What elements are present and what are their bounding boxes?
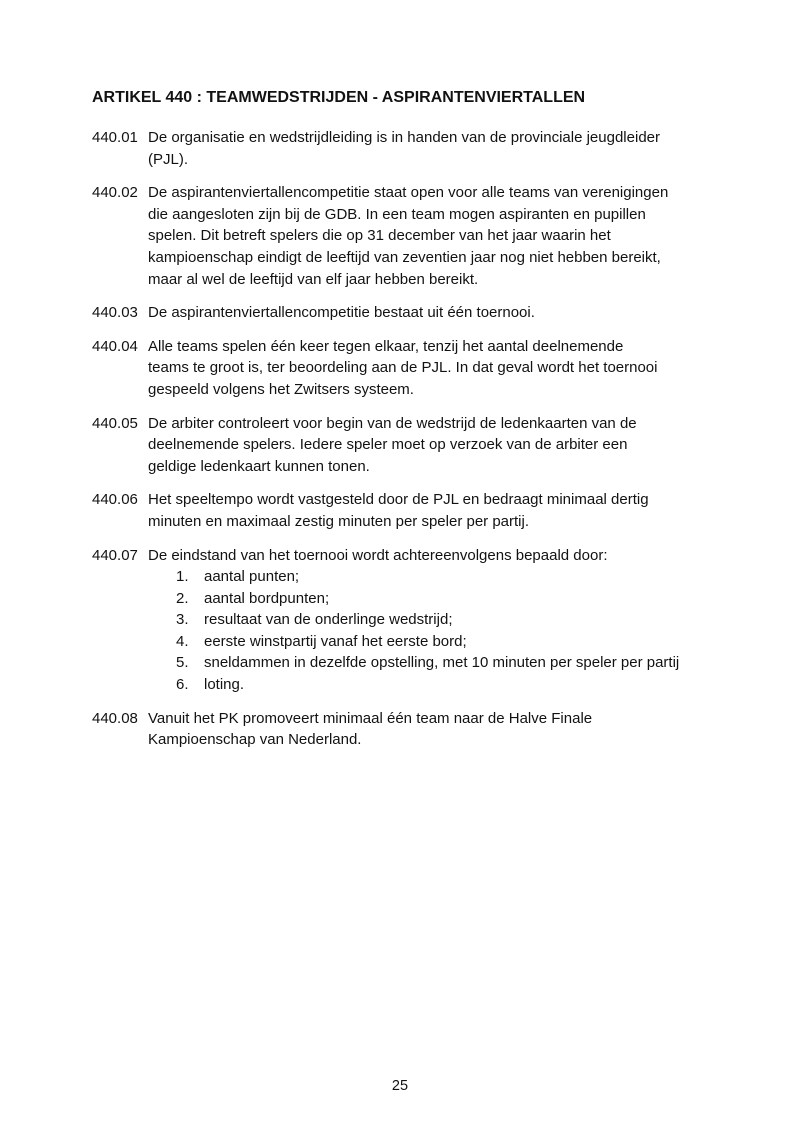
article-text-line: Het speeltempo wordt vastgesteld door de PJL en bedraagt minimaal dertig xyxy=(148,491,649,509)
article-text-line: gespeeld volgens het Zwitsers systeem. xyxy=(148,380,414,398)
article-number: 440.05 xyxy=(92,414,138,432)
article-text-line: deelnemende spelers. Iedere speler moet op verzoek van de arbiter een xyxy=(148,436,628,454)
list-item-text: loting. xyxy=(204,676,245,694)
article-item xyxy=(92,489,710,532)
article-body xyxy=(148,302,710,324)
list-item xyxy=(176,566,710,588)
article-text-line: Alle teams spelen één keer tegen elkaar, tenzij het aantal deelnemende xyxy=(148,337,624,355)
article-item xyxy=(92,708,710,751)
article-number: 440.06 xyxy=(92,491,138,509)
article-title: ARTIKEL 440 : TEAMWEDSTRIJDEN - ASPIRANTENVIERTALLEN xyxy=(92,89,586,106)
list-item xyxy=(176,652,710,674)
article-text-line: De aspirantenviertallencompetitie staat open voor alle teams van verenigingen xyxy=(148,184,669,202)
article-text-line: De arbiter controleert voor begin van de wedstrijd de ledenkaarten van de xyxy=(148,414,637,432)
articles-list xyxy=(92,127,710,751)
article-number: 440.07 xyxy=(92,546,138,564)
article-text-line: Kampioenschap van Nederland. xyxy=(148,731,362,749)
article-text-line: teams te groot is, ter beoordeling aan de PJL. In dat geval wordt het toernooi xyxy=(148,359,658,377)
page-number: 25 xyxy=(391,1078,409,1094)
article-number: 440.03 xyxy=(92,304,138,322)
article-item xyxy=(92,545,710,696)
article-body xyxy=(148,182,710,290)
article-text-line: De organisatie en wedstrijdleiding is in handen van de provinciale jeugdleider xyxy=(148,129,660,146)
article-text-line: spelen. Dit betreft spelers die op 31 december van het jaar waarin het xyxy=(148,227,611,245)
list-item-marker: 2. xyxy=(176,589,189,607)
article-text-line: (PJL). xyxy=(148,150,189,168)
list-item-text: sneldammen in dezelfde opstelling, met 10 minuten per speler per partij xyxy=(204,654,680,672)
article-number: 440.02 xyxy=(92,184,138,202)
article-text-line: minuten en maximaal zestig minuten per speler per partij. xyxy=(148,512,530,530)
list-item-marker: 3. xyxy=(176,611,189,629)
article-text-line: De aspirantenviertallencompetitie bestaat uit één toernooi. xyxy=(148,304,535,322)
article-text-line: Vanuit het PK promoveert minimaal één team naar de Halve Finale xyxy=(148,709,593,727)
article-item xyxy=(92,413,710,478)
list-item-marker: 6. xyxy=(176,676,189,694)
list-item xyxy=(176,609,710,631)
article-item xyxy=(92,336,710,401)
article-text-line: die aangesloten zijn bij de GDB. In een team mogen aspiranten en pupillen xyxy=(148,205,646,223)
article-body xyxy=(148,336,710,401)
article-body xyxy=(148,545,710,696)
article-body xyxy=(148,489,710,532)
article-body xyxy=(148,708,710,751)
article-body xyxy=(148,127,710,170)
list-item-text: resultaat van de onderlinge wedstrijd; xyxy=(204,611,453,629)
article-item xyxy=(92,182,710,290)
article-number: 440.04 xyxy=(92,337,138,355)
list-item-marker: 5. xyxy=(176,654,189,672)
list-item xyxy=(176,674,710,696)
list-item-marker: 4. xyxy=(176,632,189,650)
article-text-line: kampioenschap eindigt de leeftijd van zeventien jaar nog niet hebben bereikt, xyxy=(148,248,661,266)
article-number: 440.08 xyxy=(92,709,138,727)
article-body xyxy=(148,413,710,478)
list-item xyxy=(176,588,710,610)
list-item-text: eerste winstpartij vanaf het eerste bord; xyxy=(204,632,467,650)
article-item xyxy=(92,127,710,170)
article-text-line: geldige ledenkaart kunnen tonen. xyxy=(148,457,370,475)
list-item-text: aantal bordpunten; xyxy=(204,589,330,607)
article-item xyxy=(92,302,710,324)
article-text-line: De eindstand van het toernooi wordt achtereenvolgens bepaald door: xyxy=(148,546,608,564)
article-number: 440.01 xyxy=(92,129,138,146)
list-item xyxy=(176,631,710,653)
list-item-marker: 1. xyxy=(176,568,189,586)
ranking-criteria-list xyxy=(176,566,710,696)
article-text-line: maar al wel de leeftijd van elf jaar hebben bereikt. xyxy=(148,270,479,288)
list-item-text: aantal punten; xyxy=(204,568,300,586)
